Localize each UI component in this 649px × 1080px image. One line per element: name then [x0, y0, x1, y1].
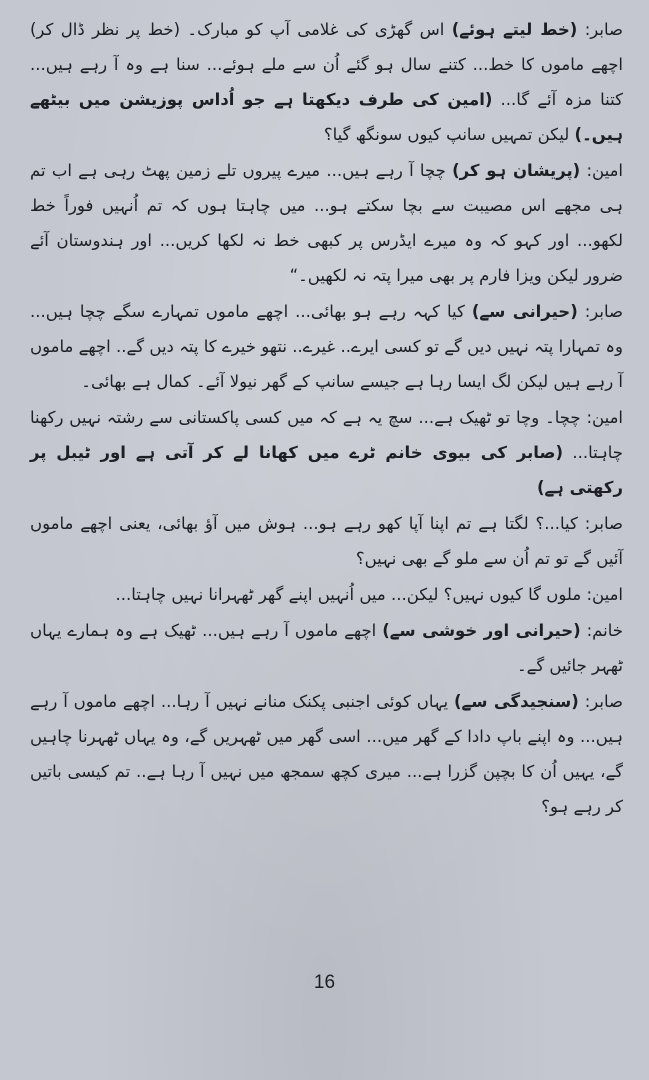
- dialogue-paragraph: [30, 400, 623, 505]
- dialogue-paragraph: [30, 613, 623, 683]
- speaker-name: صابر:: [584, 302, 624, 321]
- speaker-name: خانم:: [586, 621, 623, 640]
- stage-direction: (امین کی طرف دیکھتا ہے جو اُداس پوزیشن میں بیٹھے ہیں۔): [30, 90, 623, 144]
- dialogue-paragraph: [30, 684, 623, 824]
- script-text: [30, 12, 623, 825]
- speaker-name: امین:: [586, 161, 623, 180]
- stage-direction: (حیرانی سے): [471, 302, 578, 321]
- speaker-name: صابر:: [584, 514, 624, 533]
- speaker-name: امین:: [586, 408, 624, 427]
- dialogue-text: لیکن تمہیں سانپ کیوں سونگھ گیا؟: [323, 125, 570, 144]
- dialogue-paragraph: [30, 577, 623, 612]
- speaker-name: صابر:: [584, 692, 623, 711]
- stage-direction: (پریشان ہو کر): [452, 161, 581, 180]
- dialogue-text: ملوں گا کیوں نہیں؟ لیکن... میں اُنہیں اپنے گھر ٹھہرانا نہیں چاہتا...: [115, 585, 582, 604]
- stage-direction: (خط لیتے ہوئے): [451, 20, 578, 39]
- dialogue-paragraph: [30, 506, 623, 576]
- dialogue-text: چچا۔ وچا تو ٹھیک ہے... سچ یہ ہے کہ میں کسی پاکستانی سے رشتہ نہیں رکھنا چاہتا...: [30, 408, 623, 462]
- dialogue-text: چچا آ رہے ہیں... میرے پیروں تلے زمین پھٹ رہی ہے اب تم ہی مجھے اس مصیبت سے بچا سکتے ہو... میں چاہتا ہوں کہ تم اُنہیں فوراً خط لکھو... اور کہو کہ وہ میرے ایڈرس پر کبھی خط نہ لکھا کریں... اور ہندوستان آئے ضرور لیکن ویزا فارم پر بھی میرا پتہ نہ لکھیں۔“: [30, 161, 623, 285]
- speaker-name: صابر:: [584, 20, 624, 39]
- stage-direction: (حیرانی اور خوشی سے): [382, 621, 581, 640]
- stage-direction: (صابر کی بیوی خانم ٹرے میں کھانا لے کر آتی ہے اور ٹیبل پر رکھتی ہے): [30, 443, 623, 497]
- dialogue-paragraph: [30, 12, 623, 152]
- speaker-name: امین:: [586, 585, 623, 604]
- dialogue-text: اچھے ماموں آ رہے ہیں... ٹھیک ہے وہ ہمارے یہاں ٹھہر جائیں گے۔: [30, 621, 623, 675]
- dialogue-text: اس گھڑی کی غلامی آپ کو مبارک۔ (خط پر نظر ڈال کر) اچھے ماموں کا خط... کتنے سال ہو گئے اُن سے ملے ہوئے... سنا ہے وہ آ رہے ہیں... کتنا مزہ آئے گا...: [30, 20, 623, 109]
- dialogue-paragraph: [30, 294, 623, 399]
- dialogue-text: یہاں کوئی اجنبی پکنک منانے نہیں آ رہا... اچھے ماموں آ رہے ہیں... وہ اپنے باپ دادا کے گھر میں... اسی گھر میں ٹھہریں گے، وہ یہاں ٹھہرنا چاہیں گے، یہیں اُن کا بچپن گزرا ہے... میری کچھ سمجھ میں نہیں آ رہا ہے.. تم کیسی باتیں کر رہے ہو؟: [30, 692, 623, 816]
- stage-direction: (سنجیدگی سے): [454, 692, 579, 711]
- page-number: 16: [313, 972, 336, 993]
- dialogue-text: کیا کہہ رہے ہو بھائی... اچھے ماموں تمہارے سگے چچا ہیں... وہ تمہارا پتہ نہیں دیں گے تو کسی ایرے.. غیرے.. نتھو خیرے کا پتہ دیں گے.. اچھے ماموں آ رہے ہیں لیکن لگ ایسا رہا ہے جیسے سانپ کے گھر نیولا آئے۔ کمال ہے بھائی۔: [30, 302, 623, 391]
- dialogue-paragraph: [30, 153, 623, 293]
- dialogue-text: کیا...؟ لگتا ہے تم اپنا آپا کھو رہے ہو... ہوش میں آؤ بھائی، یعنی اچھے ماموں آئیں گے تو تم اُن سے ملو گے بھی نہیں؟: [30, 514, 623, 568]
